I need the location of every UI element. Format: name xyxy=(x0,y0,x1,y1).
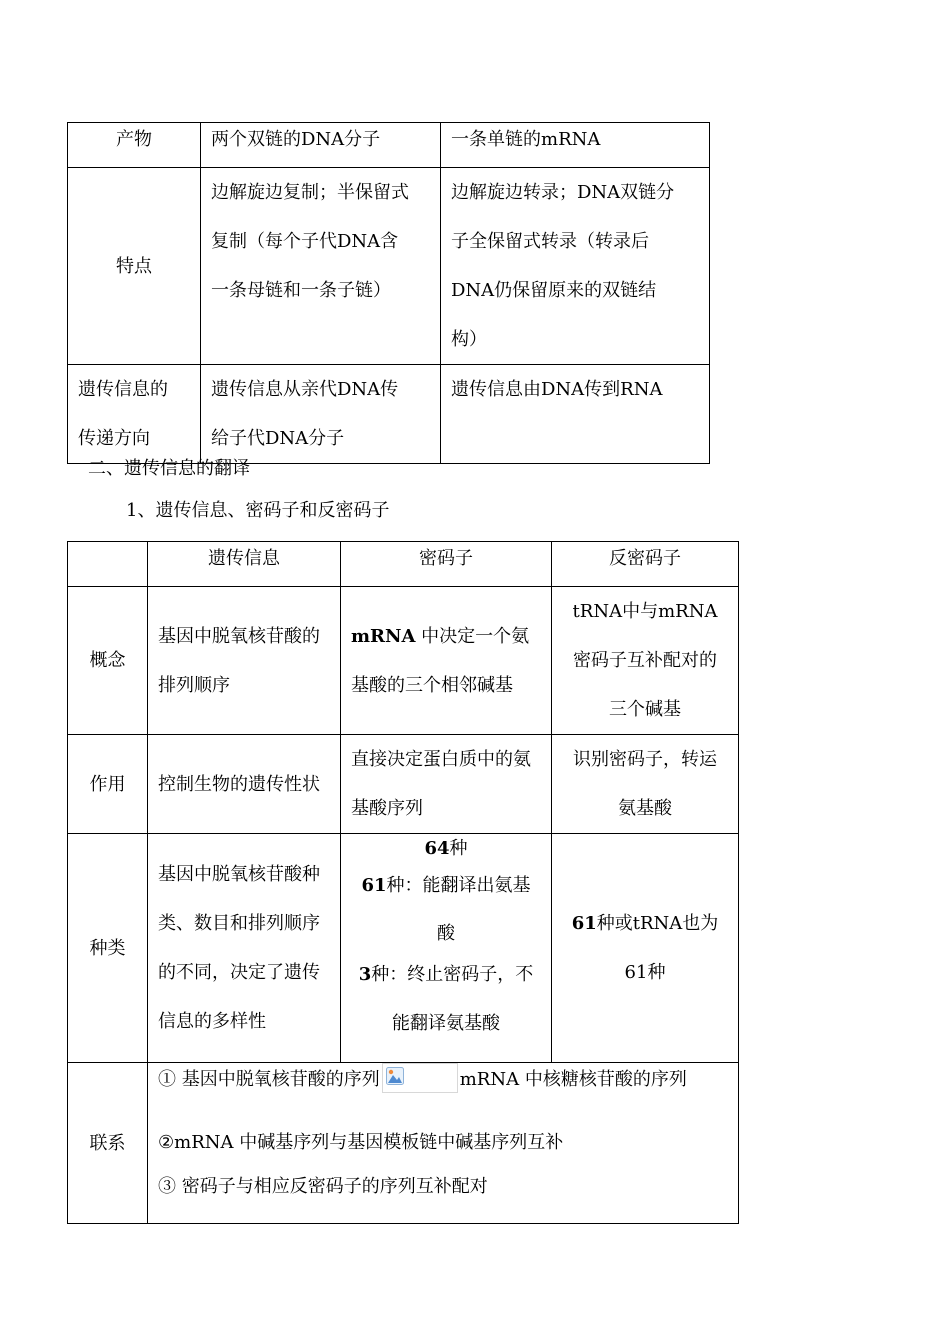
cell-info-types: 基因中脱氧核苷酸种 类、数目和排列顺序 的不同，决定了遗传 信息的多样性 xyxy=(148,834,341,1063)
cell-relation: ① 基因中脱氧核苷酸的序列 mRNA 中核糖核苷酸的序列 ②mRNA 中碱基序列与基因模板链中碱基序列互补 ③ 密码子与相应反密码子的序列互补配对 xyxy=(148,1063,739,1224)
cell-info-concept: 基因中脱氧核苷酸的 排列顺序 xyxy=(148,587,341,735)
cell-anticodon-types: 61种或tRNA也为 61种 xyxy=(552,834,739,1063)
cell-replication-direction: 遗传信息从亲代DNA传 给子代DNA分子 xyxy=(201,365,441,464)
row-label-product: 产物 xyxy=(68,123,201,168)
broken-image-icon xyxy=(386,1067,404,1085)
row-label-relation: 联系 xyxy=(68,1063,148,1224)
cell-codon-concept: mRNA 中决定一个氨 基酸的三个相邻碱基 xyxy=(341,587,552,735)
cell-codon-types: 64种 61种：能翻译出氨基 酸 3种：终止密码子，不 能翻译氨基酸 xyxy=(341,834,552,1063)
cell-replication-product: 两个双链的DNA分子 xyxy=(201,123,441,168)
cell-transcription-features: 边解旋边转录；DNA双链分 子全保留式转录（转录后 DNA仍保留原来的双链结 构） xyxy=(441,168,710,365)
comparison-table-1 xyxy=(67,122,710,464)
row-label-function: 作用 xyxy=(68,735,148,834)
header-anticodon: 反密码子 xyxy=(552,542,739,587)
row-label-direction: 遗传信息的 传递方向 xyxy=(68,365,201,464)
cell-anticodon-concept: tRNA中与mRNA 密码子互补配对的 三个碱基 xyxy=(552,587,739,735)
comparison-table-2 xyxy=(67,541,739,1224)
cell-codon-function: 直接决定蛋白质中的氨 基酸序列 xyxy=(341,735,552,834)
cell-info-function: 控制生物的遗传性状 xyxy=(148,735,341,834)
section-heading-translation: 二、遗传信息的翻译 xyxy=(88,458,250,479)
row-label-types: 种类 xyxy=(68,834,148,1063)
header-codon: 密码子 xyxy=(341,542,552,587)
subsection-heading-codons: 1、遗传信息、密码子和反密码子 xyxy=(126,500,390,521)
header-empty xyxy=(68,542,148,587)
row-label-features: 特点 xyxy=(68,168,201,365)
cell-transcription-direction: 遗传信息由DNA传到RNA xyxy=(441,365,710,464)
cell-replication-features: 边解旋边复制；半保留式 复制（每个子代DNA含 一条母链和一条子链） xyxy=(201,168,441,365)
header-genetic-info: 遗传信息 xyxy=(148,542,341,587)
cell-transcription-product: 一条单链的mRNA xyxy=(441,123,710,168)
cell-anticodon-function: 识别密码子，转运 氨基酸 xyxy=(552,735,739,834)
row-label-concept: 概念 xyxy=(68,587,148,735)
mrna-bold: mRNA xyxy=(351,625,416,647)
arrow-image-placeholder xyxy=(382,1063,458,1093)
